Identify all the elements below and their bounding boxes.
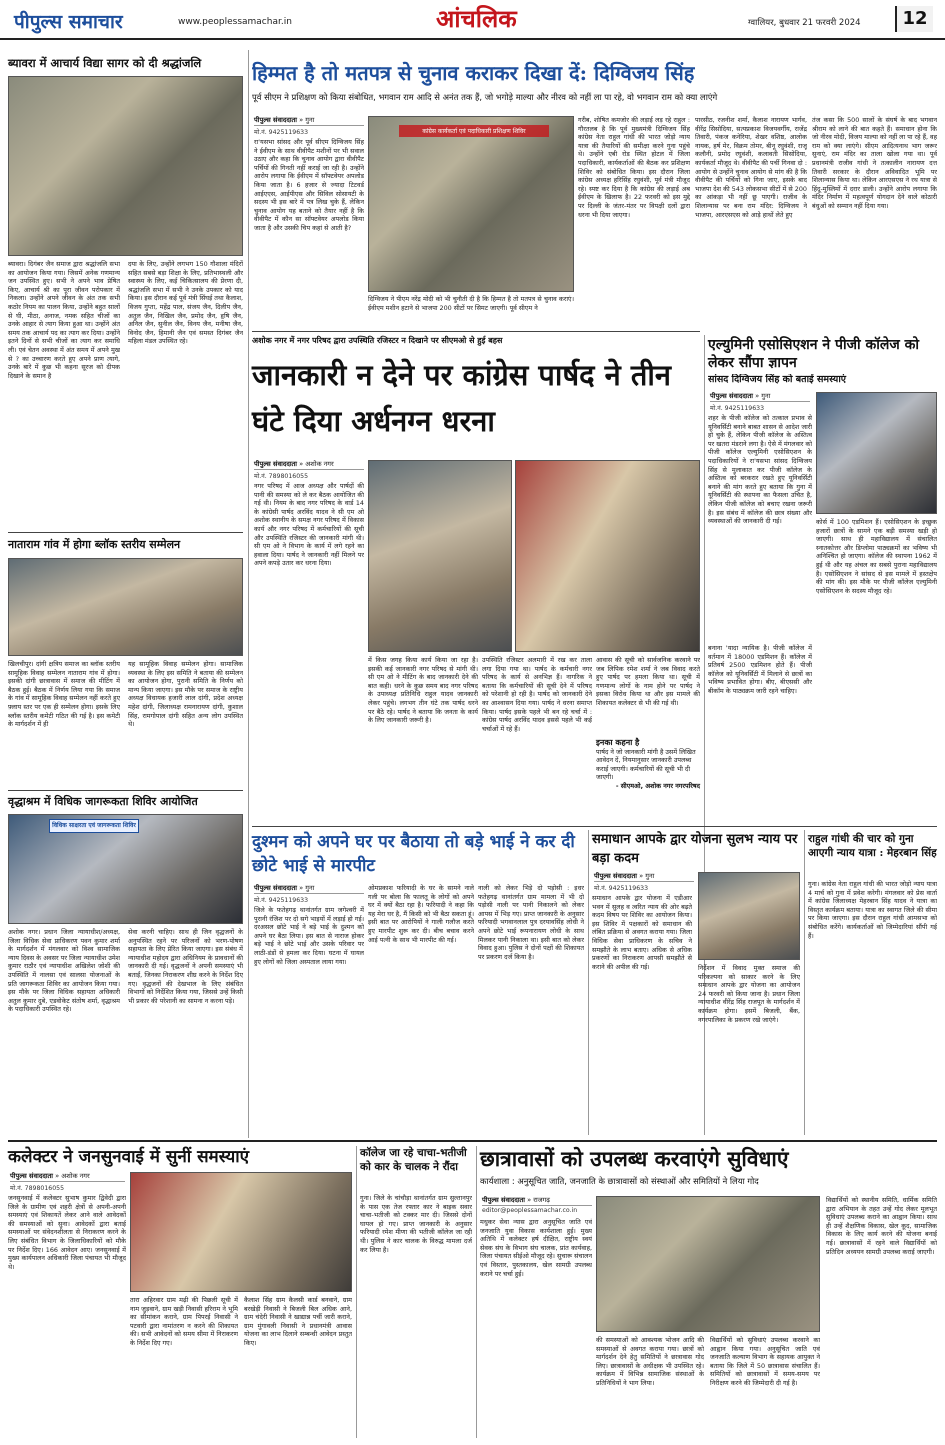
quote-box xyxy=(596,738,700,822)
headline: जानकारी न देने पर कांग्रेस पार्षद ने तीन घंटे दिया अर्धनग्न धरना xyxy=(252,358,671,438)
article-text: बनाना 'यादा न्यायिक है। पीजी कॉलेज में वर्तमान में 18000 एडमिशन हैं। कॉलेज में प्रतिवर्ष 2500 एडमिशन होते हैं। पीजी कॉलेज को यूनिवर्सिटी में मिलाने से छात्रों का भविष्य प्रभावित होगा। बीए, बीएससी और बीकॉम के पाठ्यक्रम जारी रहने चाहिए। xyxy=(708,644,812,695)
news-photo xyxy=(816,392,937,514)
article-text: गुना। कांग्रेस नेता राहुल गांधी की भारत जोड़ो न्याय यात्रा 4 मार्च को गुना में प्रवेश करेगी। मंगलवार को प्रेस वार्ता में कांग्रेस जिलाध्यक्ष मेहरबान सिंह यादव ने यात्रा का विस्तृत कार्यक्रम बताया। यात्रा का स्वागत जिले की सीमा पर किया जाएगा। इस दौरान राहुल गांधी आमसभा को संबोधित करेंगे। कार्यकर्ताओं को जिम्मेदारियां सौंपी गई हैं। xyxy=(808,880,937,940)
headline: समाधान आपके द्वार योजना सुलभ न्याय पर बड़ा कदम xyxy=(592,832,798,866)
headline: राहुल गांधी की चार को गुना आएगी न्याय यात्रा : मेहरबान सिंह xyxy=(808,833,937,859)
news-photo xyxy=(368,460,512,652)
byline: पीपुल्स संवाददाता » गुना xyxy=(254,884,364,894)
lead-headline: हिम्मत है तो मतपत्र से चुनाव कराकर दिखा दें: दिग्विजय सिंह xyxy=(252,61,695,85)
dateline: ग्वालियर, बुधवार 21 फरवरी 2024 xyxy=(748,18,861,28)
byline: पीपुल्स संवाददाता » राजगढ़ xyxy=(482,1196,592,1206)
column-divider xyxy=(476,1146,477,1438)
divider xyxy=(8,790,243,791)
article-text: अशोक नगर। प्रधान जिला न्यायाधीश/अध्यक्ष, जिला विधिक सेवा प्राधिकरण पवन कुमार शर्मा के मार्गदर्शन में मंगलवार को विश्व सामाजिक न्याय दिवस के अवसर पर जिला न्यायाधीश उमेश कुमार राठौर एवं न्यायाधीश अखिलेश जोशी की उपस्थिति में नालसा एवं सालसा योजनाओं के प्रति जागरूकता शिविर का आयोजन किया गया। इस मौके पर जिला विधिक सहायता अधिकारी अतुल कुमार दुबे, एडवोकेट संतोष शर्मा, वृद्धाश्रम के पदाधिकारी उपस्थित रहे। xyxy=(8,928,120,1014)
reporter: पीपुल्स संवाददाता xyxy=(254,460,298,468)
brand-logo[interactable]: पीपुल्स समाचार xyxy=(14,11,123,33)
article-text: जनसुनवाई में कलेक्टर सुभाष कुमार द्विवेदी द्वारा जिले के ग्रामीण एवं शहरी क्षेत्रों से अपनी-अपनी समस्याएं एवं शिकायतें लेकर आने वाले आवेदकों की समस्याओं को सुना। आवेदकों द्वारा बताई समस्याओं पर संवेदनशीलता से निराकरण करने के लिए संबंधित विभाग के जिलाधिकारियों को मौके पर निर्देश दिए। 166 आवेदन आए। जनसुनवाई में मुख्य कार्यपालन अधिकारी जिला पंचायत भी मौजूद थे। xyxy=(8,1194,126,1271)
left-top-story xyxy=(8,56,243,256)
article-text: शहर के पीजी कॉलेज को तत्काल प्रभाव से यूनिवर्सिटी बनाने बाबत शासन से आदेश जारी हो चुके हैं, लेकिन पीजी कॉलेज के अस्तित्व पर खतरा मंडराने लगा है। ऐसे में मंगलवार को पीजी कॉलेज एल्युमिनी एसोसिएशन के पदाधिकारियों ने रा'यसभा सांसद दिग्विजय सिंह से मुलाकात कर पीजी कॉलेज के अस्तित्व को बरकरार रखते हुए यूनिवर्सिटी बनाने की मांग करते हुए बताया कि गुना में यूनिवर्सिटी की स्थापना का फैसला उचित है, लेकिन पीजी कॉलेज को बचाए रखना जरूरी है। इस संबंध में कॉलेज की छात्र संख्या और व्यवस्थाओं की जानकारी दी गई। xyxy=(708,414,812,526)
place: राजगढ़ xyxy=(533,1196,550,1204)
mobile: मो.नं. 9425119633 xyxy=(254,897,309,904)
news-photo xyxy=(515,460,700,652)
article-text: ओमप्रकाश फरियादी के घर के सामने नाले गली पर बोला कि फालतू के लोगों को अपने घर में क्यों बैठा रहा है। फरियादी ने कहा कि यह मेरा घर है, मैं किसी को भी बैठा सकता हूं। इसी बात पर आरोपियों ने गाली गलौज करते हुए मारपीट शुरू कर दी। बीच बचाव करने आई पत्नी के साथ भी मारपीट की गई। xyxy=(368,884,474,944)
page-number: 12 xyxy=(895,6,933,32)
article-text: उपस्थिति रजिस्टर अलमारी में रख कर ताला लगा दिया गया था। पार्षद के कर्मचारी नगर परिषद के कार्य से अनभिज्ञ हैं। नागरिक ने बताया कि कर्मचारियों की सूची देने में परिषद को परेशानी हो रही है। पार्षद को जानकारी देने का आश्वासन दिया गया। पार्षद ने धरना समाप्त किया। पार्षद इसके पहले भी बन रहे चर्चा में : कांग्रेस पार्षद अरविंद यादव इससे पहले भी कई चर्चाओं में रहे हैं। xyxy=(482,656,592,733)
article-text: विद्यार्थियों को स्थानीय समिति, धार्मिक समिति द्वारा अभियान के तहत उन्हें गोद लेकर मूलभूत सुविधाएं उपलब्ध कराने का आह्वान किया। साथ ही उन्हें शैक्षणिक विकास, खेल कूद, सामाजिक विकास के लिए कार्य करने की योजना बनाई गई। छात्रावासों में रहने वाले विद्यार्थियों को प्रतिदिन अध्ययन सामग्री उपलब्ध कराई जाएगी। xyxy=(826,1196,937,1256)
article-text: जिले के फतेहगढ़ थानांतर्गत ग्राम जगेश्वरी में पुरानी रंजिश पर दो सगे भाइयों में लड़ाई हो गई। दरअसल छोटे भाई ने बड़े भाई के दुश्मन को अपने घर बैठा लिया। इस बात से नाराज होकर बड़े भाई ने छोटे भाई और उसके परिवार पर लाठी-डंडों से हमला कर दिया। घटना में घायल हुए लोगों को जिला अस्पताल लाया गया। xyxy=(254,906,364,966)
column-divider xyxy=(804,830,805,1135)
article-text: कोर्स में 100 एडमिशन हैं। एसोसिएशन के इच्छुक हजारों छात्रों के सामने एक बड़ी समस्या खड़ी हो जाएगी। साथ ही महाविद्यालय में संचालित स्नातकोत्तर और डिप्लोमा पाठ्यक्रमों का भविष्य भी अनिश्चित हो जाएगा। कॉलेज की स्थापना 1962 में हुई थी और यह अंचल का सबसे पुराना महाविद्यालय है। एसोसिएशन ने सांसद से इस मामले में हस्तक्षेप की मांग की। इस मौके पर पीजी कॉलेज एल्युमिनी एसोसिएशन के सदस्य मौजूद रहे। xyxy=(816,518,937,595)
news-photo xyxy=(8,76,243,256)
mobile: मो.नं. 9425119633 xyxy=(710,405,765,412)
article-text: आवास की सूची को सार्वजनिक करवाने पर जब लिपिक रमेश शर्मा ने जब विवाद करते हुए पार्षद पर हमला किया था। सूची में गणमान्य लोगों के नाम होने पर पार्षद ने इसका विरोध किया था और इस मामले की शिकायत कलेक्टर से भी की गई थी। xyxy=(596,656,700,707)
kicker: अशोक नगर में नगर परिषद द्वारा उपस्थिति रजिस्टर न दिखाने पर सीएमओ से हुई बहस xyxy=(252,336,503,345)
article-text: में किस जगह किया कार्य किया जा रहा है। इसकी कई जानकारी नगर परिषद से मांगी थी। सी एम ओ ने मीटिंग के बाद जानकारी देने की बात कही। धरने के कुछ समय बाद नगर परिषद के उपाध्यक्ष प्रतिनिधि राहुल यादव जानकारी लेकर पहुंचे। लगभग तीन घंटे तक पार्षद धरने पर बैठे रहे। पार्षद ने बताया कि जनता के कार्य के लिए जानकारी जरूरी है। xyxy=(368,656,478,725)
place: गुना xyxy=(761,392,771,400)
divider xyxy=(8,1140,937,1142)
article-text: गुना। जिले के चांचौड़ा थानांतर्गत ग्राम सुल्तानपुर के पास एक तेज रफ्तार कार ने बाइक सवार चाचा-भतीजी को टक्कर मार दी। जिससे दोनों घायल हो गए। प्राप्त जानकारी के अनुसार फरियादी रमेश मीणा की भतीजी कॉलेज जा रही थी। पुलिस ने कार चालक के विरुद्ध मामला दर्ज कर लिया है। xyxy=(360,1194,472,1254)
reporter: पीपुल्स संवाददाता xyxy=(482,1196,526,1204)
place: गुना xyxy=(305,884,315,892)
place: गुना xyxy=(645,872,655,880)
article-text: ब्यावरा। दिगंबर जैन समाज द्वारा श्रद्धांजलि सभा का आयोजन किया गया। जिसमें अनेक गणमान्य जन उपस्थित हुए। सभी ने अपने भाव प्रेषित किए, आचार्य श्री का पूरा जीवन परोपकार में निकला। उन्होंने अपने जीवन के अंत तक सभी कठोर नियम का पालन किया, उन्होंने बहुत सालों से घी, मीठा, अनाज, नमक सहित चीजों का उनके आहार से त्याग किया हुआ था। उन्होंने अंत समय तक आचार्य पद का त्याग कर दिया। उन्होंने इतने दिनों से सभी चीजों का त्याग कर समाधि ली। एवं चेतन अवस्था में अंत समय में अपने मुख से ? का उच्चारण करते हुए अपने प्राण त्यागे, उनके बारे में कुछ भी कहना सूरज को दीपक दिखाने के समान है xyxy=(8,260,120,380)
byline: पीपुल्स संवाददाता » अशोक नगर xyxy=(254,460,364,470)
column-divider xyxy=(248,50,249,1138)
column-divider xyxy=(356,1146,357,1438)
news-photo xyxy=(8,814,243,924)
headline: ब्यावरा में आचार्य विद्या सागर को दी श्रद्धांजलि xyxy=(8,56,202,70)
article-text: गरीब, शोषित कमजोर की लड़ाई लड़ रहे राहुल : गौरतलब है कि पूर्व मुख्यमंत्री दिग्विजय सिंह कांग्रेस नेता राहुल गांधी की भारत जोड़ो न्याय यात्रा की तैयारियों की समीक्षा करने गुना पहुंचे थे। उन्होंने एबी रोड स्थित होटल में जिला पदाधिकारी, कार्यकर्ताओं की बैठक कर प्रशिक्षण शिविर को संबोधित किया। इस दौरान जिला कांग्रेस अध्यक्ष हरिसिंह रघुवंशी, पूर्व मंत्री मौजूद रहे। स्पष्ट कर दिया है कि कांग्रेस की लड़ाई अब ईवीएम के खिलाफ है। 22 फरवरी को इस मुद्दे पर दिल्ली के जंतर-मंतर पर विपक्षी दलों द्वारा धरना भी दिया जाएगा। xyxy=(578,116,690,219)
photo-banner: कांग्रेस कार्यकर्ता एवं पदाधिकारी प्रशिक्षण शिविर xyxy=(399,125,549,137)
byline: पीपुल्स संवाददाता » अशोक नगर xyxy=(10,1172,125,1182)
mobile: मो.नं. 9425119633 xyxy=(254,129,309,136)
place: अशोक नगर xyxy=(305,460,334,468)
reporter: पीपुल्स संवाददाता xyxy=(254,116,298,124)
photo-caption: दिग्विजय ने पीएम नरेंद्र मोदी को भी चुनौती दी है कि हिम्मत है तो मतपत्र से चुनाव कराएं। ईवीएम मशीन हटाने से भाजपा 200 सीटों पर सिमट जाएगी। पूर्व सीएम ने xyxy=(368,295,574,312)
article-text: तारा अहिरवार ग्राम मढ़ी की पिछली सूची में नाम जुड़वाने, ग्राम खड़ी निवासी हरिराम ने भूमि का सीमांकन कराने, ग्राम पिपरई निवासी ने पटवारी द्वारा नामांतरण न करने की शिकायत की। सभी आवेदनों को समय सीमा में निराकरण के निर्देश दिए गए। xyxy=(130,1296,238,1347)
headline: कॉलेज जा रहे चाचा-भतीजी को कार के चालक ने रौंदा xyxy=(360,1147,467,1173)
column-divider xyxy=(588,830,589,1135)
place: अशोक नगर xyxy=(61,1172,90,1180)
article-text: नगर परिषद में आज अध्यक्ष और पार्षदों की पानी की समस्या को ले कर बैठक आयोजित की गई थी। नियम के बाद नगर परिषद के वार्ड 14 के कांग्रेसी पार्षद अरविंद यादव ने सी एम ओ अशोक स्थानीय के समक्ष नगर परिषद में विकास कार्य और नगर परिषद में कर्मचारियों की सूची और उपस्थिति रजिस्टर की जानकारी मांगी थी। सी एम ओ ने विभाग के कार्य में लगे रहने का हवाला दिया। पार्षद ने जानकारी नहीं मिलने पर अपने कपड़े उतार कर धरना दिया। xyxy=(254,482,364,568)
news-photo xyxy=(8,558,243,656)
quote-title: इनका कहना है xyxy=(596,738,640,747)
byline: पीपुल्स संवाददाता » गुना xyxy=(254,116,364,126)
mobile: मो.नं. 9425119633 xyxy=(594,885,649,892)
headline: वृद्धाश्रम में विधिक जागरूकता शिविर आयोजित xyxy=(8,795,198,808)
article-text: सेवा करनी चाहिए। साथ ही जिन वृद्धजनों के अनुपस्थित रहने पर परिजनों को भरण-पोषण सहायता के लिए प्रेरित किया जाएगा। इस संबंध में न्यायाधीश महोदय द्वारा अधिनियम के प्रावधानों की जानकारी दी गई। वृद्धजनों ने अपनी समस्याएं भी बताईं, जिनका निराकरण शीघ्र करने के निर्देश दिए गए। वृद्धजनों की देखभाल के लिए संबंधित विभागों को निर्देशित किया गया, जिससे उन्हें किसी भी प्रकार की परेशानी का सामना न करना पड़े। xyxy=(128,928,243,1005)
news-photo xyxy=(596,1196,820,1332)
lead-photo xyxy=(368,116,574,292)
place: गुना xyxy=(305,116,315,124)
news-photo xyxy=(698,872,800,960)
article-text: तंज कसा कि 500 सालों के संघर्ष के बाद भगवान श्रीराम को लाने की बात कहते हैं। समाधान होना कि जो नीरव मोदी, विजय माल्या को नहीं ला पा रहे हैं, वह राम को क्या लाएंगे। सीएम आदित्यनाथ भाग जरूर सुनाएं, राम मंदिर का ताला खोला गया था। पूर्व प्रधानमंत्री राजीव गांधी ने तत्कालीन नारायण दत्त तिवारी सरकार के दौरान अविवादित भूमि पर शिलान्यास किया था। लेकिन आरएसएस ने रथ यात्रा से हिंदू-मुस्लिमों में दरार डाली। उन्होंने आरोप लगाया कि मंदिर निर्माण में महत्वपूर्ण योगदान देने वाले कोठारी बंधुओं को सम्मान नहीं दिया गया। xyxy=(812,116,937,210)
quote-text: पार्षद ने जो जानकारी मांगी है उसमें लिखित आवेदन दें, नियमानुसार जानकारी उपलब्ध कराई जाएगी। कर्मचारियों की सूची भी दी जाएगी। xyxy=(596,748,696,782)
headline: छात्रावासों को उपलब्ध करवाएंगे सुविधाएं xyxy=(480,1146,789,1171)
article-text: विद्यार्थियों को सुविधाएं उपलब्ध करवाने का आह्वान किया गया। अनुसूचित जाति एवं जनजाति कल्याण विभाग के सहायक आयुक्त ने बताया कि जिले में 50 छात्रावास संचालित हैं। समितियों को छात्रावासों में समय-समय पर निरीक्षण करने की जिम्मेदारी दी गई है। xyxy=(710,1336,820,1387)
headline: कलेक्टर ने जनसुनवाई में सुनीं समस्याएं xyxy=(8,1147,250,1167)
masthead xyxy=(0,0,945,40)
mobile: मो.नं. 7898016055 xyxy=(254,473,309,480)
article-text: दया के लिए, उन्होंने लगभग 150 गौशाला मंदिरों सहित सबसे बड़ा शिक्षा के लिए, प्रतिभास्थली और स्वास्थ्य के लिए, कई चिकित्सालय की प्रेरणा दी, श्रद्धांजलि सभा में सभी ने उनके उपकार को याद किया। इस दौरान कई पूर्व मंत्री सिंघई तथा कैलाश, विजय गुप्ता, महेंद्र पाल, संजय जैन, दिलीप जैन, अतुल जैन, निखिल जैन, प्रमोद जैन, हृषि जैन, अनिल जैन, सुनील जैन, विनय जैन, मनीषा जैन, विनोद जैन, हिमानी जैन एवं समस्त दिगंबर जैन महिला मंडल उपस्थित रहे। xyxy=(128,260,243,346)
reporter: पीपुल्स संवाददाता xyxy=(710,392,754,400)
divider xyxy=(252,826,937,827)
reporter: पीपुल्स संवाददाता xyxy=(594,872,638,880)
lead-deck: पूर्व सीएम ने प्रशिक्षण को किया संबोधित, भगवान राम आदि से अनंत तक हैं, जो भगोड़े माल्या और नीरव को नहीं ला पा रहे, वो भगवान राम को क्या लाएंगे xyxy=(252,92,718,102)
reporter: पीपुल्स संवाददाता xyxy=(254,884,298,892)
article-text: पारसीठ, रजनीश शर्मा, कैलाश नारायण भार्गव, वीरेंद्र सिसोदिया, सत्यप्रकाश विजयवर्गीय, राजेंद्र तिवारी, पंकज कनेरिया, शेखर वशिष्ठ, आलोक नायक, हर्ष मेर, विक्रम तोमर, बीनू रघुवंशी, राजू कलौनी, प्रमोद रघुवंशी, कलावती सिसोदिया, कार्यकर्ता मौजूद थे। वीवीपैट की पर्ची गिनवा दो : आयोग से उन्होंने चुनाव आयोग से मांग की है कि वीवीपैट की पर्चियों को गिना जाए, इसके बाद भाजपा देश की 543 लोकसभा सीटों में से 200 का आंकड़ा भी नहीं छू पाएगी। राजीव के शिलान्यास पर बना राम मंदिर: दिग्विजय ने भाजपा, आरएसएस को आड़े हाथों लेते हुए xyxy=(695,116,807,219)
article-text: मधुकर सेवा न्यास द्वारा अनुसूचित जाति एवं जनजाति युवा विकास कार्यशाला हुई। मुख्य अतिथि में कलेक्टर हर्ष दीक्षित, राष्ट्रीय स्वयं सेवक संघ के विभाग संघ चालक, प्रांत कार्यवाह, जिला पंचायत सीईओ मौजूद रहे। सुचारू संचालन एवं विस्तार, पुस्तकालय, खेल सामग्री उपलब्ध कराने पर चर्चा हुई। xyxy=(480,1218,592,1278)
headline: नाताराम गांव में होगा ब्लॉक स्तरीय सम्मेलन xyxy=(8,538,181,551)
reporter: पीपुल्स संवाददाता xyxy=(10,1172,54,1180)
article-text: यह सामूहिक विवाह सम्मेलन होगा। सामाजिक व्यवस्था के लिए इस समिति ने बताया की सम्मेलन का आयोजन होगा, पुरानी समिति के निर्णय को मान्य किया जाएगा। इस मौके पर समाज के राष्ट्रीय अध्यक्ष विधायक हजारी लाल दांगी, प्रदेश अध्यक्ष महेश दांगी, जिलाध्यक्ष रामनारायण दांगी, कुशाल सिंह, रामगोपाल दांगी सहित अन्य लोग उपस्थित थे। xyxy=(128,660,243,729)
deck: सांसद दिग्विजय सिंह को बताई समस्याएं xyxy=(708,374,847,385)
article-text: समाधान आपके द्वार योजना में एडीआर भवन में सुलह व त्वरित न्याय की ओर बढ़ते कदम विषय पर शिविर का आयोजन किया। इस शिविर में पक्षकारों को समाधान की लंबित प्रक्रिया से अवगत कराया गया। जिला विधिक सेवा प्राधिकरण के सचिव ने समझौते के लाभ बताए। अधिक से अधिक प्रकरणों का निराकरण आपसी समझौते से कराने की अपील की गई। xyxy=(592,894,692,971)
article-text: निर्देशन में विवाद मुक्त समाज की परिकल्पना को साकार करने के लिए समाधान आपके द्वार योजना का आयोजन 24 फरवरी को किया जाना है। प्रधान जिला न्यायाधीश वीरेंद्र सिंह राजपूत के मार्गदर्शन में कार्यक्रम होगा। इसमें बिजली, बैंक, नगरपालिका के प्रकरण रखे जाएंगे। xyxy=(698,964,800,1024)
email[interactable]: editor@peoplessamachar.co.in xyxy=(482,1207,578,1214)
article-text: की समस्याओं को आवश्यक भोजन आदि की समस्याओं से अवगत कराया गया। छात्रों को मार्गदर्शन देने हेतु समितियों ने छात्रावास गोद लिए। छात्रावासों के अधीक्षक भी उपस्थित रहे। कार्यक्रम में विभिन्न सामाजिक संस्थाओं के प्रतिनिधियों ने भाग लिया। xyxy=(596,1336,704,1387)
byline: पीपुल्स संवाददाता » गुना xyxy=(594,872,694,882)
deck: कार्यशाला : अनुसूचित जाति, जनजाति के छात्रावासों को संस्थाओं और समितियों ने लिया गोद xyxy=(480,1176,759,1186)
article-text: नाली को लेकर भिड़े दो पड़ोसी : इधर फतेहगढ़ थानांतर्गत ग्राम मामला में भी दो पड़ोसी नाली पर पानी निकालने को लेकर आपस में भिड़ गए। प्राप्त जानकारी के अनुसार फरियादी भगवानलाल पुत्र दरयावसिंह लोधी ने अपने छोटे भाई रूपनारायण लोधी के साथ मिलकर पानी निकाला था। इसी बात को लेकर विवाद हुआ। पुलिस ने दोनों पक्षों की शिकायत पर प्रकरण दर्ज किया है। xyxy=(478,884,584,961)
article-text: कैलाश सिंह ग्राम कैलसी कार्ड बनवाने, ग्राम बरखेड़ी निवासी ने बिजली बिल अधिक आने, ग्राम चंदेरी निवासी ने खाद्यान्न पर्ची जारी कराने, ग्राम मुंगावली निवासी ने प्रधानमंत्री आवास योजना का लाभ दिलाने सम्बन्धी आवेदन प्रस्तुत किए। xyxy=(244,1296,352,1347)
article-text: खिलचीपुर। दांगी क्षत्रिय समाज का ब्लॉक स्तरीय सामूहिक विवाह सम्मेलन नाताराम गांव में होगा। इसकी दांगी छात्रावास में समाज की मीटिंग में बैठक हुई। बैठक में निर्णय लिया गया कि समाज के गांव में सामूहिक विवाह सम्मेलन नहीं करते हुए फ़्लाय स्तर पर एक ही सम्मेलन होगा। इसके लिए ब्लॉक स्तरीय कमेटी गठित की गई है। इस कमेटी के मार्गदर्शन में ही xyxy=(8,660,120,729)
headline: एल्युमिनी एसोसिएशन ने पीजी कॉलेज को लेकर सौंपा ज्ञापन xyxy=(708,337,919,371)
news-photo xyxy=(130,1172,352,1292)
headline: दुश्मन को अपने घर पर बैठाया तो बड़े भाई ने कर दी छोटे भाई से मारपीट xyxy=(252,832,575,876)
byline: पीपुल्स संवाददाता » गुना xyxy=(710,392,810,402)
photo-banner: विधिक साक्षरता एवं जागरूकता शिविर xyxy=(49,819,139,833)
divider xyxy=(8,532,243,533)
divider xyxy=(252,331,700,332)
mobile: मो.नं. 7898016055 xyxy=(10,1185,65,1192)
section-title: आंचलिक xyxy=(436,4,517,33)
website[interactable]: www.peoplessamachar.in xyxy=(178,17,292,27)
quote-attribution: - सीएमओ, अशोक नगर नगरपरिषद xyxy=(615,781,700,790)
article-text: रा'यसभा सांसद और पूर्व सीएम दिग्विजय सिंह ने ईवीएम के साथ वीवीपैट मशीनों पर भी सवाल उठाए और कहा कि चुनाव आयोग द्वारा वीवीपैट पर्चियों की गिनती नहीं कराई जा रही है। उन्होंने आरोप लगाया कि ईवीएम में सॉफ्टवेयर अपलोड किया जाता है। 6 हजार से ज्यादा टिटवर्ड आईएएस, आईपीएस और सिविल सोसायटी के सदस्य भी इस बारे में पत्र लिख चुके हैं, लेकिन चुनाव आयोग यह बताने को तैयार नहीं है कि वीवीपैट में कौन सा सॉफ्टवेयर अपलोड किया जाता है और उसकी चिप कहां से आती है? xyxy=(254,138,364,232)
